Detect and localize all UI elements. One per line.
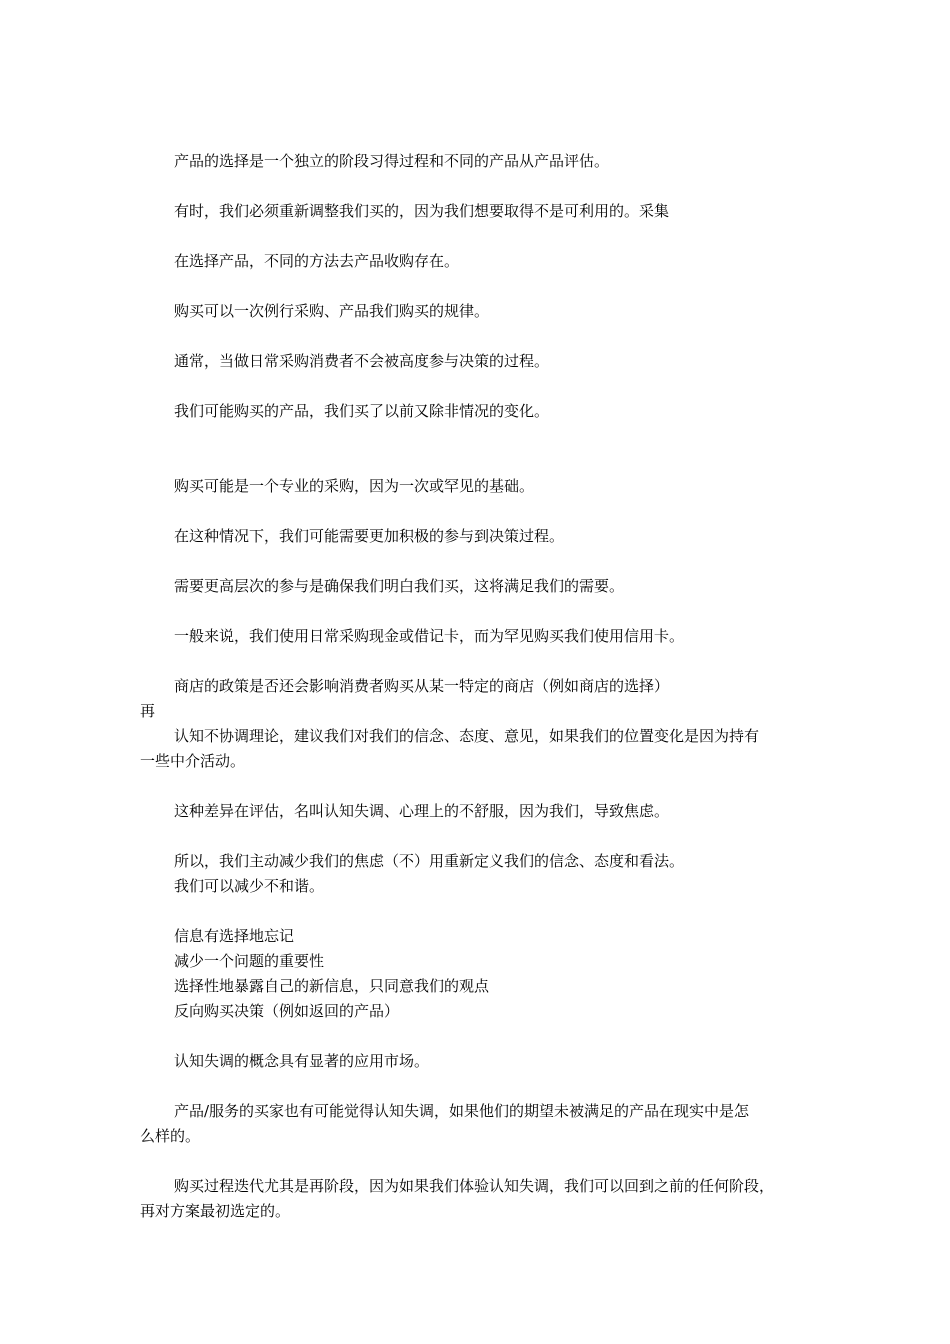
text-line: 在选择产品，不同的方法去产品收购存在。 bbox=[174, 252, 460, 270]
text-line: 么样的。 bbox=[140, 1127, 201, 1145]
text-line: 认知不协调理论，建议我们对我们的信念、态度、意见，如果我们的位置变化是因为持有 bbox=[174, 727, 760, 745]
text-line: 产品/服务的买家也有可能觉得认知失调，如果他们的期望未被满足的产品在现实中是怎 bbox=[174, 1102, 750, 1120]
text-line: 我们可能购买的产品，我们买了以前又除非情况的变化。 bbox=[174, 402, 550, 420]
text-line: 购买过程迭代尤其是再阶段，因为如果我们体验认知失调，我们可以回到之前的任何阶段， bbox=[174, 1177, 775, 1195]
list-item: 信息有选择地忘记 bbox=[174, 927, 295, 945]
text-line: 通常，当做日常采购消费者不会被高度参与决策的过程。 bbox=[174, 352, 550, 370]
text-line: 产品的选择是一个独立的阶段习得过程和不同的产品从产品评估。 bbox=[174, 152, 610, 170]
text-line: 需要更高层次的参与是确保我们明白我们买，这将满足我们的需要。 bbox=[174, 577, 625, 595]
list-item: 减少一个问题的重要性 bbox=[174, 952, 325, 970]
text-line: 再 bbox=[140, 702, 156, 720]
text-line: 认知失调的概念具有显著的应用市场。 bbox=[174, 1052, 430, 1070]
list-item: 选择性地暴露自己的新信息，只同意我们的观点 bbox=[174, 977, 490, 995]
text-line: 再对方案最初选定的。 bbox=[140, 1202, 291, 1220]
text-line: 我们可以减少不和谐。 bbox=[174, 877, 325, 895]
text-line: 在这种情况下，我们可能需要更加积极的参与到决策过程。 bbox=[174, 527, 565, 545]
text-line: 有时，我们必须重新调整我们买的，因为我们想要取得不是可利用的。采集 bbox=[174, 202, 670, 220]
text-line: 购买可以一次例行采购、产品我们购买的规律。 bbox=[174, 302, 490, 320]
list-item: 反向购买决策（例如返回的产品） bbox=[174, 1002, 400, 1020]
text-line: 购买可能是一个专业的采购，因为一次或罕见的基础。 bbox=[174, 477, 535, 495]
text-line: 所以，我们主动减少我们的焦虑（不）用重新定义我们的信念、态度和看法。 bbox=[174, 852, 685, 870]
text-line: 一些中介活动。 bbox=[140, 752, 246, 770]
text-line: 这种差异在评估，名叫认知失调、心理上的不舒服，因为我们，导致焦虑。 bbox=[174, 802, 670, 820]
text-line: 商店的政策是否还会影响消费者购买从某一特定的商店（例如商店的选择） bbox=[174, 677, 670, 695]
text-line: 一般来说，我们使用日常采购现金或借记卡，而为罕见购买我们使用信用卡。 bbox=[174, 627, 685, 645]
